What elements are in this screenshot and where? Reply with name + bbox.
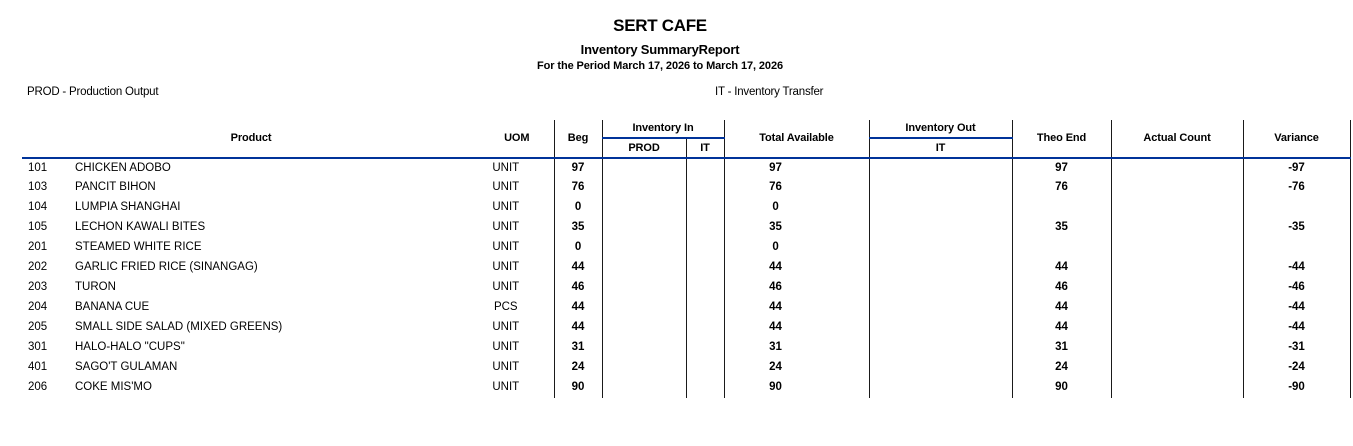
cell-product-name: STEAMED WHITE RICE bbox=[75, 241, 202, 254]
cell-product-code: 104 bbox=[28, 201, 48, 214]
cell-it-out bbox=[869, 298, 1012, 318]
cell-beg: 90 bbox=[554, 378, 602, 398]
cell-prod-in bbox=[602, 158, 686, 178]
cell-product-code: 401 bbox=[28, 361, 48, 374]
cell-variance: -44 bbox=[1243, 318, 1350, 338]
cell-it-out bbox=[869, 258, 1012, 278]
cell-product-name: LECHON KAWALI BITES bbox=[75, 221, 206, 234]
cell-variance bbox=[1243, 198, 1350, 218]
cell-beg: 0 bbox=[554, 238, 602, 258]
cell-actual-count bbox=[1111, 318, 1243, 338]
cell-it-in bbox=[686, 218, 724, 238]
cell-beg: 46 bbox=[554, 278, 602, 298]
cell-it-out bbox=[869, 278, 1012, 298]
cell-total-available: 35 bbox=[724, 218, 869, 238]
table-row bbox=[22, 298, 1350, 318]
table-header bbox=[22, 120, 1350, 158]
header-inventory-out: Inventory Out bbox=[869, 120, 1012, 138]
cell-it-in bbox=[686, 378, 724, 398]
cell-theo-end bbox=[1012, 198, 1111, 218]
cell-prod-in bbox=[602, 338, 686, 358]
cell-uom: UNIT bbox=[480, 178, 554, 198]
cell-product-code: 201 bbox=[28, 241, 48, 254]
cell-actual-count bbox=[1111, 378, 1243, 398]
cell-beg: 44 bbox=[554, 318, 602, 338]
cell-prod-in bbox=[602, 358, 686, 378]
table-row bbox=[22, 278, 1350, 298]
header-inventory-in: Inventory In bbox=[602, 120, 724, 138]
cell-prod-in bbox=[602, 378, 686, 398]
cell-actual-count bbox=[1111, 178, 1243, 198]
cell-product-code: 101 bbox=[28, 161, 48, 174]
cell-product-code: 202 bbox=[28, 261, 48, 274]
table-row bbox=[22, 318, 1350, 338]
cell-product-name: PANCIT BIHON bbox=[75, 181, 156, 194]
inventory-table bbox=[22, 120, 1351, 398]
table-row bbox=[22, 358, 1350, 378]
header-prod: PROD bbox=[602, 138, 686, 158]
cell-product-name: TURON bbox=[75, 281, 116, 294]
report-period: For the Period March 17, 2026 to March 17, 2026 bbox=[537, 60, 783, 72]
cell-variance: -76 bbox=[1243, 178, 1350, 198]
cell-theo-end: 31 bbox=[1012, 338, 1111, 358]
cell-actual-count bbox=[1111, 218, 1243, 238]
cell-variance: -44 bbox=[1243, 258, 1350, 278]
table-row bbox=[22, 198, 1350, 218]
cell-it-out bbox=[869, 178, 1012, 198]
cell-variance: -35 bbox=[1243, 218, 1350, 238]
header-uom: UOM bbox=[480, 120, 554, 158]
cell-it-in bbox=[686, 198, 724, 218]
cell-theo-end: 76 bbox=[1012, 178, 1111, 198]
cell-product-name: CHICKEN ADOBO bbox=[75, 161, 171, 174]
cell-variance: -46 bbox=[1243, 278, 1350, 298]
legend-prod: PROD - Production Output bbox=[27, 86, 159, 98]
cell-uom: UNIT bbox=[480, 258, 554, 278]
cell-theo-end: 24 bbox=[1012, 358, 1111, 378]
cell-beg: 24 bbox=[554, 358, 602, 378]
header-beg: Beg bbox=[554, 120, 602, 158]
cell-total-available: 0 bbox=[724, 198, 869, 218]
table-row bbox=[22, 218, 1350, 238]
cell-product-code: 203 bbox=[28, 281, 48, 294]
table-row bbox=[22, 158, 1350, 178]
header-theo-end: Theo End bbox=[1012, 120, 1111, 158]
cell-actual-count bbox=[1111, 298, 1243, 318]
cell-variance: -97 bbox=[1243, 158, 1350, 178]
cell-product-code: 205 bbox=[28, 321, 48, 334]
cell-total-available: 24 bbox=[724, 358, 869, 378]
cell-prod-in bbox=[602, 238, 686, 258]
cell-product-code: 206 bbox=[28, 381, 48, 394]
cell-product-code: 204 bbox=[28, 301, 48, 314]
cell-theo-end: 46 bbox=[1012, 278, 1111, 298]
cell-product-name: BANANA CUE bbox=[75, 301, 150, 314]
table-row bbox=[22, 238, 1350, 258]
table-row bbox=[22, 378, 1350, 398]
cell-uom: UNIT bbox=[480, 358, 554, 378]
cell-prod-in bbox=[602, 258, 686, 278]
header-it-in: IT bbox=[686, 138, 724, 158]
cell-theo-end: 90 bbox=[1012, 378, 1111, 398]
cell-variance: -31 bbox=[1243, 338, 1350, 358]
cell-actual-count bbox=[1111, 278, 1243, 298]
cell-it-in bbox=[686, 258, 724, 278]
cell-uom: UNIT bbox=[480, 378, 554, 398]
cell-theo-end: 44 bbox=[1012, 318, 1111, 338]
cell-total-available: 0 bbox=[724, 238, 869, 258]
cell-uom: UNIT bbox=[480, 218, 554, 238]
cell-beg: 0 bbox=[554, 198, 602, 218]
cell-variance: -24 bbox=[1243, 358, 1350, 378]
cell-it-in bbox=[686, 158, 724, 178]
cell-total-available: 31 bbox=[724, 338, 869, 358]
cell-uom: UNIT bbox=[480, 318, 554, 338]
cell-theo-end: 35 bbox=[1012, 218, 1111, 238]
header-total-available: Total Available bbox=[724, 120, 869, 158]
cell-actual-count bbox=[1111, 158, 1243, 178]
cell-product-name: SMALL SIDE SALAD (MIXED GREENS) bbox=[75, 321, 283, 334]
cell-uom: UNIT bbox=[480, 338, 554, 358]
header-actual-count: Actual Count bbox=[1111, 120, 1243, 158]
cell-uom: UNIT bbox=[480, 198, 554, 218]
cell-uom: UNIT bbox=[480, 158, 554, 178]
cell-total-available: 90 bbox=[724, 378, 869, 398]
cell-beg: 35 bbox=[554, 218, 602, 238]
cell-total-available: 76 bbox=[724, 178, 869, 198]
cell-prod-in bbox=[602, 278, 686, 298]
cell-actual-count bbox=[1111, 358, 1243, 378]
cell-product-code: 103 bbox=[28, 181, 48, 194]
cell-uom: UNIT bbox=[480, 238, 554, 258]
cell-total-available: 44 bbox=[724, 298, 869, 318]
cell-actual-count bbox=[1111, 258, 1243, 278]
header-variance: Variance bbox=[1243, 120, 1350, 158]
cell-uom: UNIT bbox=[480, 278, 554, 298]
cell-product-name: GARLIC FRIED RICE (SINANGAG) bbox=[75, 261, 258, 274]
cell-beg: 44 bbox=[554, 258, 602, 278]
cell-prod-in bbox=[602, 298, 686, 318]
cell-beg: 31 bbox=[554, 338, 602, 358]
cell-total-available: 46 bbox=[724, 278, 869, 298]
cell-theo-end: 44 bbox=[1012, 298, 1111, 318]
cell-total-available: 44 bbox=[724, 258, 869, 278]
cell-prod-in bbox=[602, 218, 686, 238]
cell-uom: PCS bbox=[480, 298, 554, 318]
inventory-table-wrap bbox=[22, 120, 1350, 398]
cell-it-out bbox=[869, 238, 1012, 258]
cell-theo-end: 44 bbox=[1012, 258, 1111, 278]
cell-total-available: 44 bbox=[724, 318, 869, 338]
cell-it-in bbox=[686, 298, 724, 318]
cell-it-out bbox=[869, 198, 1012, 218]
cell-it-in bbox=[686, 358, 724, 378]
cell-actual-count bbox=[1111, 198, 1243, 218]
cell-total-available: 97 bbox=[724, 158, 869, 178]
report-header bbox=[0, 0, 1320, 72]
cell-it-in bbox=[686, 278, 724, 298]
cell-product-name: HALO-HALO "CUPS" bbox=[75, 341, 185, 354]
inventory-table-body bbox=[22, 158, 1350, 398]
cell-it-out bbox=[869, 318, 1012, 338]
cell-product-name: SAGO'T GULAMAN bbox=[75, 361, 178, 374]
cell-it-out bbox=[869, 218, 1012, 238]
cell-product-code: 301 bbox=[28, 341, 48, 354]
report-title: SERT CAFE bbox=[613, 16, 707, 35]
legend-it: IT - Inventory Transfer bbox=[715, 86, 824, 98]
header-it-out: IT bbox=[869, 138, 1012, 158]
cell-actual-count bbox=[1111, 338, 1243, 358]
cell-variance bbox=[1243, 238, 1350, 258]
cell-variance: -44 bbox=[1243, 298, 1350, 318]
table-row bbox=[22, 258, 1350, 278]
cell-prod-in bbox=[602, 318, 686, 338]
cell-beg: 44 bbox=[554, 298, 602, 318]
cell-it-out bbox=[869, 338, 1012, 358]
cell-it-out bbox=[869, 358, 1012, 378]
cell-product-name: COKE MIS'MO bbox=[75, 381, 152, 394]
cell-beg: 97 bbox=[554, 158, 602, 178]
cell-it-in bbox=[686, 238, 724, 258]
header-product: Product bbox=[22, 120, 480, 158]
cell-prod-in bbox=[602, 198, 686, 218]
cell-product-code: 105 bbox=[28, 221, 48, 234]
cell-it-in bbox=[686, 338, 724, 358]
table-row bbox=[22, 338, 1350, 358]
cell-it-out bbox=[869, 378, 1012, 398]
cell-it-in bbox=[686, 318, 724, 338]
cell-prod-in bbox=[602, 178, 686, 198]
cell-it-in bbox=[686, 178, 724, 198]
report-subtitle: Inventory SummaryReport bbox=[580, 42, 740, 57]
cell-variance: -90 bbox=[1243, 378, 1350, 398]
cell-theo-end bbox=[1012, 238, 1111, 258]
cell-beg: 76 bbox=[554, 178, 602, 198]
table-row bbox=[22, 178, 1350, 198]
cell-actual-count bbox=[1111, 238, 1243, 258]
cell-it-out bbox=[869, 158, 1012, 178]
cell-theo-end: 97 bbox=[1012, 158, 1111, 178]
cell-product-name: LUMPIA SHANGHAI bbox=[75, 201, 181, 214]
